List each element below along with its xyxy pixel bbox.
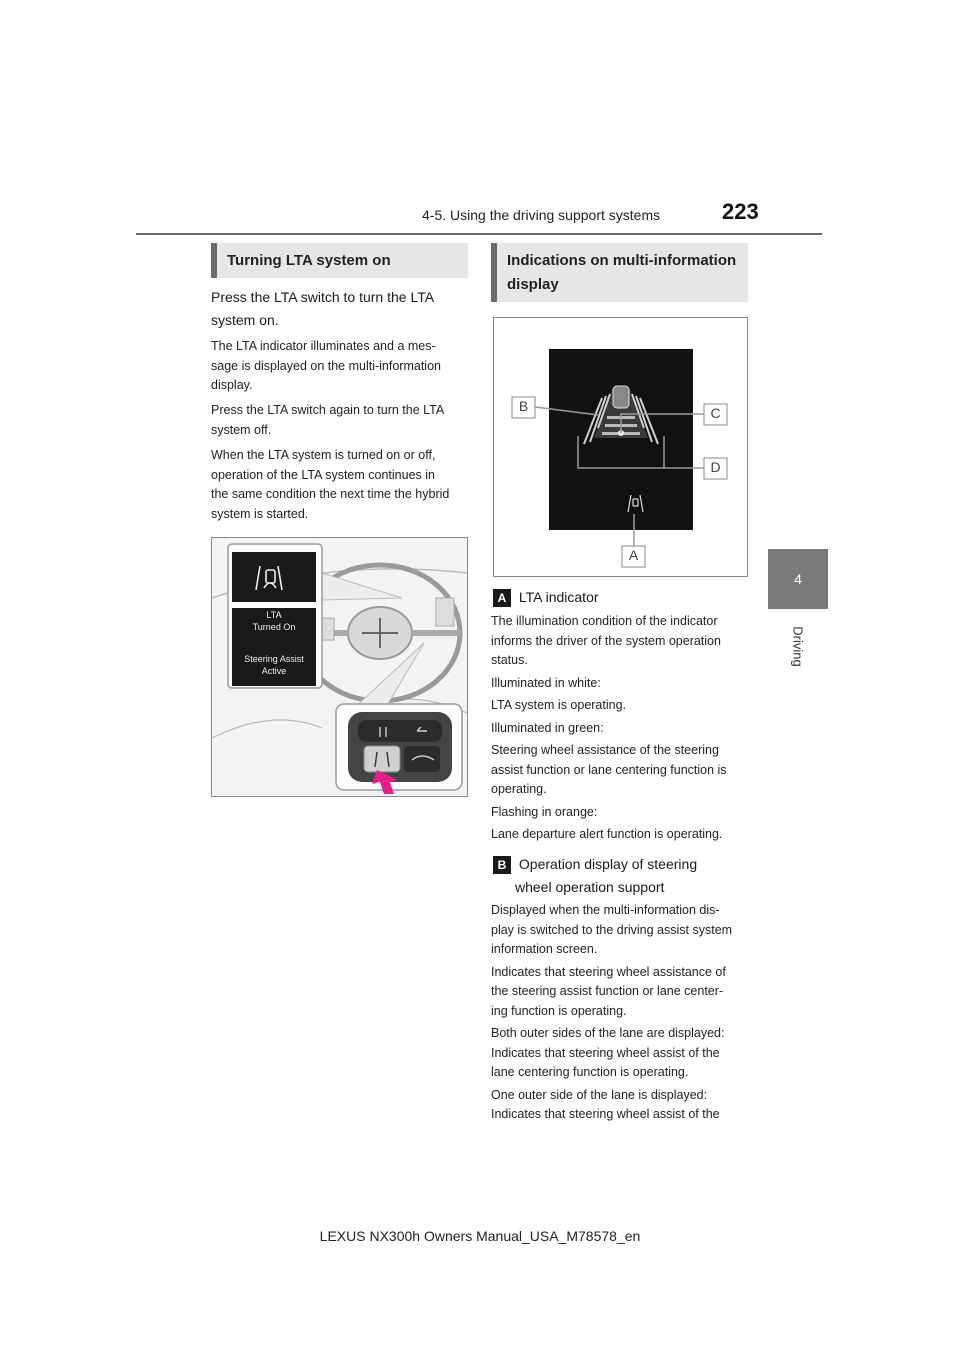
instruction-text	[211, 286, 468, 332]
item-b-title	[493, 853, 750, 899]
instruction-line: system on.	[211, 312, 279, 328]
text-line: Steering wheel assistance of the steering	[491, 743, 719, 757]
text-line: Press the LTA switch again to turn the LTA	[211, 403, 445, 417]
paragraph-memory	[211, 446, 468, 524]
lta-switch-figure	[211, 537, 468, 797]
text-line: play is switched to the driving assist system	[491, 922, 733, 937]
text-line: system off.	[211, 422, 272, 437]
text-line: Both outer sides of the lane are displayed:	[491, 1026, 725, 1040]
display-message	[232, 609, 316, 677]
section-heading-turning-lta-on	[211, 243, 468, 278]
text-line: The LTA indicator illuminates and a mes-	[211, 339, 436, 353]
running-section-title: 4-5. Using the driving support systems	[422, 207, 661, 223]
text-line: the same condition the next time the hybrid	[211, 487, 450, 501]
display-text-lta: LTA	[266, 610, 282, 620]
text-line: system is started.	[211, 506, 309, 521]
text-line: assist function or lane centering function is	[491, 762, 727, 777]
text-line: ing function is operating.	[491, 1003, 627, 1018]
display-text-turned-on: Turned On	[252, 622, 296, 632]
chapter-tab: 4	[768, 549, 828, 609]
item-b-description	[491, 901, 753, 1125]
section-heading-indications	[491, 243, 748, 302]
text-line: Illuminated in green:	[491, 720, 604, 735]
page-number: 223	[722, 199, 759, 224]
text-line: Indicates that steering wheel assist of the	[491, 1107, 720, 1121]
text-line: LTA system is operating.	[491, 698, 627, 712]
text-line: status.	[491, 653, 528, 667]
mid-illustration	[494, 318, 747, 576]
text-line: informs the driver of the system operation	[491, 633, 721, 648]
text-line: operation of the LTA system continues in	[211, 467, 435, 482]
header-divider	[136, 233, 822, 235]
item-a-title-text: LTA indicator	[518, 589, 599, 605]
text-line: Displayed when the multi-information dis-	[491, 903, 720, 917]
item-a-title	[493, 586, 750, 609]
text-line: Indicates that steering wheel assist of the	[491, 1045, 720, 1060]
text-line: One outer side of the lane is displayed:	[491, 1087, 708, 1102]
display-text-steering-assist: Steering Assist	[244, 654, 304, 664]
text-line: Indicates that steering wheel assistance of	[491, 964, 726, 979]
item-a-badge: A	[493, 589, 511, 607]
display-text-active: Active	[261, 666, 287, 676]
text-line: operating.	[491, 782, 547, 796]
text-line: When the LTA system is turned on or off,	[211, 448, 436, 462]
text-line: sage is displayed on the multi-information	[211, 358, 441, 373]
instruction-line: Press the LTA switch to turn the LTA	[211, 289, 435, 305]
section-heading-text: display	[507, 275, 559, 293]
text-line: the steering assist function or lane center-	[491, 984, 724, 998]
callout-d: D	[710, 459, 721, 475]
multi-information-display-figure	[493, 317, 748, 577]
callout-a: A	[628, 547, 639, 563]
text-line: information screen.	[491, 942, 598, 956]
text-line: The illumination condition of the indicator	[491, 614, 718, 628]
callout-c: C	[710, 405, 721, 421]
item-b-title-text: Operation display of steering	[518, 856, 698, 872]
paragraph-indicator	[211, 337, 468, 396]
section-heading-text: Turning LTA system on	[227, 251, 391, 269]
text-line: Lane departure alert function is operating.	[491, 827, 723, 841]
footer-manual-id: LEXUS NX300h Owners Manual_USA_M78578_en	[319, 1228, 641, 1244]
text-line: Illuminated in white:	[491, 675, 601, 690]
chapter-label-container	[768, 616, 828, 676]
chapter-label: Driving	[790, 625, 806, 667]
item-b-badge: B	[493, 856, 511, 874]
item-b-title-text: wheel operation support	[515, 879, 665, 895]
text-line: lane centering function is operating.	[491, 1065, 689, 1079]
text-line: display.	[211, 378, 253, 392]
paragraph-turn-off	[211, 401, 468, 440]
callout-b: B	[518, 398, 529, 414]
section-heading-text: Indications on multi-information	[507, 251, 737, 269]
item-a-description	[491, 612, 753, 845]
text-line: Flashing in orange:	[491, 804, 598, 819]
